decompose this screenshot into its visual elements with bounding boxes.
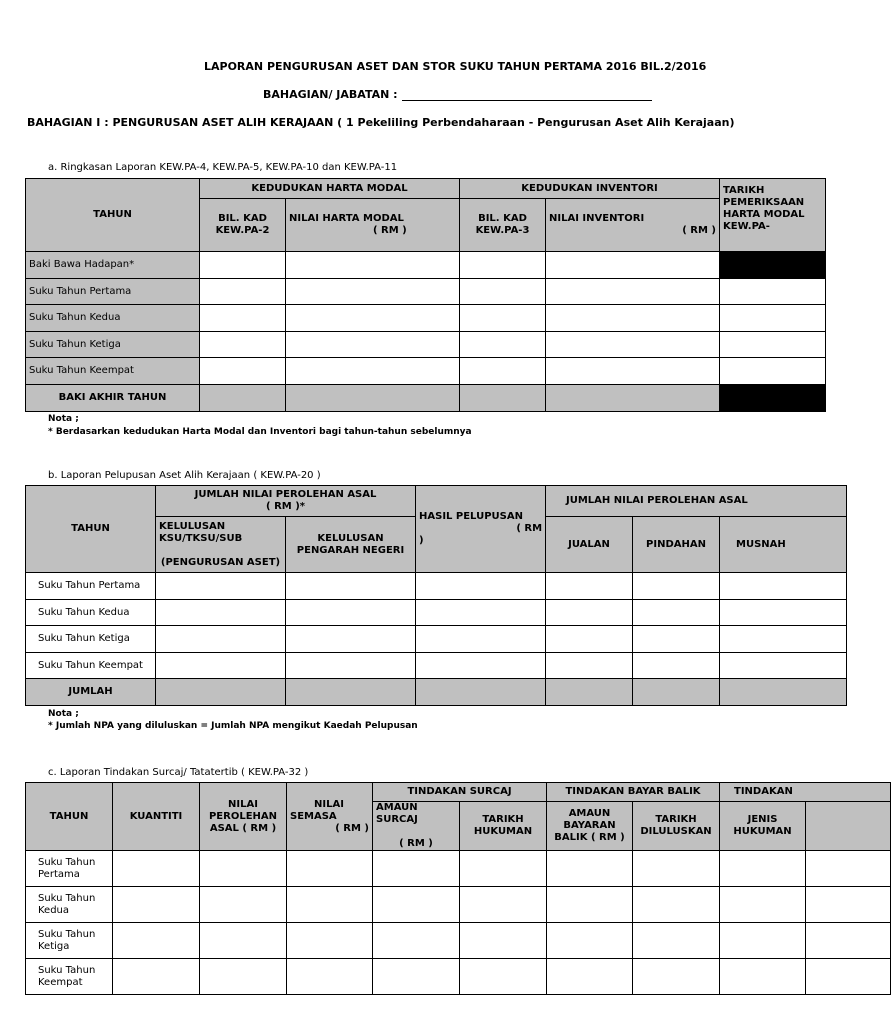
c-cell[interactable] bbox=[547, 923, 633, 959]
b-ksu-sub: (PENGURUSAN ASET) bbox=[160, 556, 281, 568]
c-header-tahun: TAHUN bbox=[26, 783, 113, 851]
a-header-tarikh: TARIKH PEMERIKSAAN HARTA MODAL KEW.PA- bbox=[720, 179, 826, 252]
b-cell[interactable] bbox=[156, 600, 286, 626]
a-nilai-inv-rm: ( RM ) bbox=[682, 225, 717, 236]
table-row bbox=[26, 887, 891, 923]
c-header-nilai-semasa bbox=[287, 783, 373, 851]
b-cell[interactable] bbox=[546, 600, 633, 626]
c-cell[interactable] bbox=[633, 923, 720, 959]
department-line bbox=[263, 88, 652, 101]
c-header-amaun-bayar: AMAUN BAYARAN BALIK ( RM ) bbox=[547, 802, 633, 851]
c-cell[interactable] bbox=[547, 887, 633, 923]
b-ksu-label: KELULUSAN KSU/TKSU/SUB bbox=[159, 520, 243, 544]
table-row bbox=[26, 385, 826, 412]
table-row bbox=[26, 851, 891, 887]
section-b-table-wrap bbox=[25, 485, 786, 706]
b-total-cell bbox=[416, 679, 546, 706]
b-cell[interactable] bbox=[633, 573, 720, 600]
a-cell[interactable] bbox=[200, 305, 286, 332]
a-cell[interactable] bbox=[460, 305, 546, 332]
a-row-label: Suku Tahun Ketiga bbox=[26, 332, 200, 358]
a-total-cell bbox=[286, 385, 460, 412]
b-header-hasil bbox=[416, 486, 546, 573]
c-cell[interactable] bbox=[547, 851, 633, 887]
a-row-label: Suku Tahun Kedua bbox=[26, 305, 200, 332]
table-row bbox=[26, 573, 847, 600]
b-nota: Nota ; bbox=[48, 709, 79, 719]
a-nota: Nota ; bbox=[48, 414, 79, 424]
c-header-tindakan: TINDAKAN bbox=[720, 783, 891, 802]
c-cell[interactable] bbox=[373, 887, 460, 923]
c-amaun-surcaj-label: AMAUN SURCAJ bbox=[376, 802, 418, 825]
a-cell[interactable] bbox=[720, 358, 826, 385]
table-row bbox=[26, 923, 891, 959]
c-cell[interactable] bbox=[720, 887, 806, 923]
table-row bbox=[26, 653, 847, 679]
b-cell[interactable] bbox=[546, 626, 633, 653]
a-cell[interactable] bbox=[286, 305, 460, 332]
c-cell[interactable] bbox=[547, 959, 633, 995]
b-total-cell bbox=[286, 679, 416, 706]
a-cell[interactable] bbox=[200, 279, 286, 305]
b-cell[interactable] bbox=[156, 626, 286, 653]
department-blank-line bbox=[402, 88, 652, 101]
a-cell[interactable] bbox=[460, 358, 546, 385]
section-a-heading: a. Ringkasan Laporan KEW.PA-4, KEW.PA-5, KEW.PA-10 dan KEW.PA-11 bbox=[48, 162, 398, 173]
c-cell[interactable] bbox=[633, 887, 720, 923]
a-cell-blocked bbox=[720, 252, 826, 279]
section-b-heading: b. Laporan Pelupusan Aset Alih Kerajaan ( KEW.PA-20 ) bbox=[48, 470, 321, 481]
b-cell[interactable] bbox=[633, 600, 720, 626]
c-cell[interactable] bbox=[460, 923, 547, 959]
table-row bbox=[26, 279, 826, 305]
a-total-label: BAKI AKHIR TAHUN bbox=[26, 385, 200, 412]
c-cell[interactable] bbox=[373, 959, 460, 995]
c-header-jenis-hukuman: JENIS HUKUMAN bbox=[720, 802, 806, 851]
a-header-inventori: KEDUDUKAN INVENTORI bbox=[460, 179, 720, 199]
a-total-cell bbox=[460, 385, 546, 412]
c-cell[interactable] bbox=[460, 851, 547, 887]
a-cell[interactable] bbox=[200, 332, 286, 358]
b-cell[interactable] bbox=[416, 573, 546, 600]
c-cell[interactable] bbox=[287, 887, 373, 923]
b-total-cell bbox=[156, 679, 286, 706]
a-nilai-harta-rm: ( RM ) bbox=[373, 225, 407, 236]
a-row-label: Suku Tahun Keempat bbox=[26, 358, 200, 385]
c-cell[interactable] bbox=[720, 851, 806, 887]
section-a-table-wrap bbox=[25, 178, 805, 411]
b-header-pindahan: PINDAHAN bbox=[633, 517, 720, 573]
c-semasa-rm: ( RM ) bbox=[335, 822, 369, 834]
c-amaun-surcaj-rm: ( RM ) bbox=[399, 838, 433, 849]
b-cell[interactable] bbox=[156, 653, 286, 679]
c-row-label: Suku Tahun Ketiga bbox=[26, 923, 113, 959]
c-cell[interactable] bbox=[806, 851, 891, 887]
a-cell[interactable] bbox=[546, 358, 720, 385]
b-total-cell bbox=[633, 679, 720, 706]
a-cell[interactable] bbox=[460, 332, 546, 358]
a-header-bil-kad-pa3: BIL. KAD KEW.PA-3 bbox=[460, 199, 546, 252]
b-cell[interactable] bbox=[633, 626, 720, 653]
table-row bbox=[26, 679, 847, 706]
a-footnote: * Berdasarkan kedudukan Harta Modal dan Inventori bagi tahun-tahun sebelumnya bbox=[48, 427, 472, 437]
a-total-cell bbox=[200, 385, 286, 412]
b-hasil-rm: ( RM bbox=[516, 523, 543, 534]
c-cell[interactable] bbox=[200, 851, 287, 887]
b-cell[interactable] bbox=[416, 653, 546, 679]
a-nilai-inv-label: NILAI INVENTORI bbox=[549, 213, 645, 224]
section-c-heading: c. Laporan Tindakan Surcaj/ Tatatertib ( KEW.PA-32 ) bbox=[48, 767, 309, 778]
a-total-cell bbox=[546, 385, 720, 412]
c-cell[interactable] bbox=[806, 923, 891, 959]
b-cell[interactable] bbox=[720, 573, 847, 600]
b-header-jumlah-nilai bbox=[156, 486, 416, 517]
a-cell[interactable] bbox=[286, 252, 460, 279]
b-cell[interactable] bbox=[633, 653, 720, 679]
table-row bbox=[26, 252, 826, 279]
c-cell[interactable] bbox=[113, 959, 200, 995]
a-cell[interactable] bbox=[200, 358, 286, 385]
b-jumlah-label: JUMLAH NILAI PEROLEHAN ASAL bbox=[194, 489, 377, 500]
c-cell[interactable] bbox=[806, 887, 891, 923]
b-row-label: Suku Tahun Pertama bbox=[26, 573, 156, 600]
a-header-nilai-harta bbox=[286, 199, 460, 252]
a-cell[interactable] bbox=[546, 279, 720, 305]
a-header-nilai-inventori bbox=[546, 199, 720, 252]
c-cell[interactable] bbox=[373, 851, 460, 887]
c-header-surcaj: TINDAKAN SURCAJ bbox=[373, 783, 547, 802]
c-cell[interactable] bbox=[287, 959, 373, 995]
a-cell[interactable] bbox=[286, 279, 460, 305]
c-header-extra bbox=[806, 802, 891, 851]
b-hasil-label: HASIL PELUPUSAN bbox=[419, 511, 523, 522]
a-cell[interactable] bbox=[720, 305, 826, 332]
b-cell[interactable] bbox=[286, 653, 416, 679]
a-total-blocked bbox=[720, 385, 826, 412]
c-header-amaun-surcaj bbox=[373, 802, 460, 851]
b-header-musnah: MUSNAH bbox=[720, 517, 847, 573]
section-c-table bbox=[25, 782, 891, 995]
b-header-jumlah-nilai-2: JUMLAH NILAI PEROLEHAN ASAL bbox=[546, 486, 847, 517]
b-cell[interactable] bbox=[286, 600, 416, 626]
c-cell[interactable] bbox=[200, 959, 287, 995]
a-cell[interactable] bbox=[460, 279, 546, 305]
a-row-label: Suku Tahun Pertama bbox=[26, 279, 200, 305]
b-total-cell bbox=[720, 679, 847, 706]
c-header-nilai-perolehan: NILAI PEROLEHAN ASAL ( RM ) bbox=[200, 783, 287, 851]
c-cell[interactable] bbox=[113, 923, 200, 959]
a-cell[interactable] bbox=[286, 332, 460, 358]
b-jumlah-rm: ( RM )* bbox=[266, 501, 305, 512]
c-cell[interactable] bbox=[200, 923, 287, 959]
b-cell[interactable] bbox=[286, 626, 416, 653]
b-cell[interactable] bbox=[546, 573, 633, 600]
a-cell[interactable] bbox=[546, 252, 720, 279]
a-cell[interactable] bbox=[546, 332, 720, 358]
b-header-tahun: TAHUN bbox=[26, 486, 156, 573]
c-row-label: Suku Tahun Kedua bbox=[26, 887, 113, 923]
report-title: LAPORAN PENGURUSAN ASET DAN STOR SUKU TAHUN PERTAMA 2016 BIL.2/2016 bbox=[204, 60, 707, 73]
table-row bbox=[26, 959, 891, 995]
section-a-table bbox=[25, 178, 826, 412]
b-total-cell bbox=[546, 679, 633, 706]
section-b-table bbox=[25, 485, 847, 706]
c-cell[interactable] bbox=[287, 851, 373, 887]
c-row-label: Suku Tahun Keempat bbox=[26, 959, 113, 995]
c-row-label: Suku Tahun Pertama bbox=[26, 851, 113, 887]
b-cell[interactable] bbox=[416, 600, 546, 626]
c-cell[interactable] bbox=[633, 959, 720, 995]
c-cell[interactable] bbox=[373, 923, 460, 959]
b-cell[interactable] bbox=[416, 626, 546, 653]
c-cell[interactable] bbox=[460, 887, 547, 923]
c-header-tarikh-hukuman: TARIKH HUKUMAN bbox=[460, 802, 547, 851]
c-cell[interactable] bbox=[460, 959, 547, 995]
c-header-tarikh-lulus: TARIKH DILULUSKAN bbox=[633, 802, 720, 851]
b-cell[interactable] bbox=[720, 626, 847, 653]
a-cell[interactable] bbox=[720, 332, 826, 358]
c-semasa-label: NILAI SEMASA bbox=[290, 798, 344, 822]
table-row bbox=[26, 332, 826, 358]
c-cell[interactable] bbox=[113, 851, 200, 887]
c-cell[interactable] bbox=[200, 887, 287, 923]
b-cell[interactable] bbox=[546, 653, 633, 679]
c-cell[interactable] bbox=[720, 923, 806, 959]
c-cell[interactable] bbox=[113, 887, 200, 923]
a-header-harta-modal: KEDUDUKAN HARTA MODAL bbox=[200, 179, 460, 199]
b-footnote: * Jumlah NPA yang diluluskan = Jumlah NPA mengikut Kaedah Pelupusan bbox=[48, 721, 418, 731]
section-c-table-wrap bbox=[25, 782, 793, 994]
b-header-jualan: JUALAN bbox=[546, 517, 633, 573]
a-cell[interactable] bbox=[546, 305, 720, 332]
b-cell[interactable] bbox=[720, 600, 847, 626]
table-row bbox=[26, 305, 826, 332]
a-nilai-harta-label: NILAI HARTA MODAL bbox=[289, 213, 404, 224]
b-row-label: Suku Tahun Kedua bbox=[26, 600, 156, 626]
table-row bbox=[26, 600, 847, 626]
part-heading: BAHAGIAN I : PENGURUSAN ASET ALIH KERAJAAN ( 1 Pekeliling Perbendaharaan - Pengurusan Aset Alih Kerajaan) bbox=[27, 116, 735, 129]
a-cell[interactable] bbox=[460, 252, 546, 279]
b-cell[interactable] bbox=[720, 653, 847, 679]
c-cell[interactable] bbox=[806, 959, 891, 995]
b-row-label: Suku Tahun Keempat bbox=[26, 653, 156, 679]
b-header-ksu bbox=[156, 517, 286, 573]
b-cell[interactable] bbox=[156, 573, 286, 600]
b-row-label: Suku Tahun Ketiga bbox=[26, 626, 156, 653]
c-header-bayar-balik: TINDAKAN BAYAR BALIK bbox=[547, 783, 720, 802]
c-cell[interactable] bbox=[720, 959, 806, 995]
table-row bbox=[26, 626, 847, 653]
b-header-pengarah: KELULUSAN PENGARAH NEGERI bbox=[286, 517, 416, 573]
a-cell[interactable] bbox=[720, 279, 826, 305]
c-cell[interactable] bbox=[633, 851, 720, 887]
b-cell[interactable] bbox=[286, 573, 416, 600]
a-header-bil-kad-pa2: BIL. KAD KEW.PA-2 bbox=[200, 199, 286, 252]
a-cell[interactable] bbox=[286, 358, 460, 385]
department-label: BAHAGIAN/ JABATAN : bbox=[263, 88, 398, 101]
b-total-label: JUMLAH bbox=[26, 679, 156, 706]
a-header-tahun: TAHUN bbox=[26, 179, 200, 252]
c-header-kuantiti: KUANTITI bbox=[113, 783, 200, 851]
table-row bbox=[26, 358, 826, 385]
b-hasil-rm-close: ) bbox=[419, 535, 424, 546]
a-row-label: Baki Bawa Hadapan* bbox=[26, 252, 200, 279]
c-cell[interactable] bbox=[287, 923, 373, 959]
a-cell[interactable] bbox=[200, 252, 286, 279]
